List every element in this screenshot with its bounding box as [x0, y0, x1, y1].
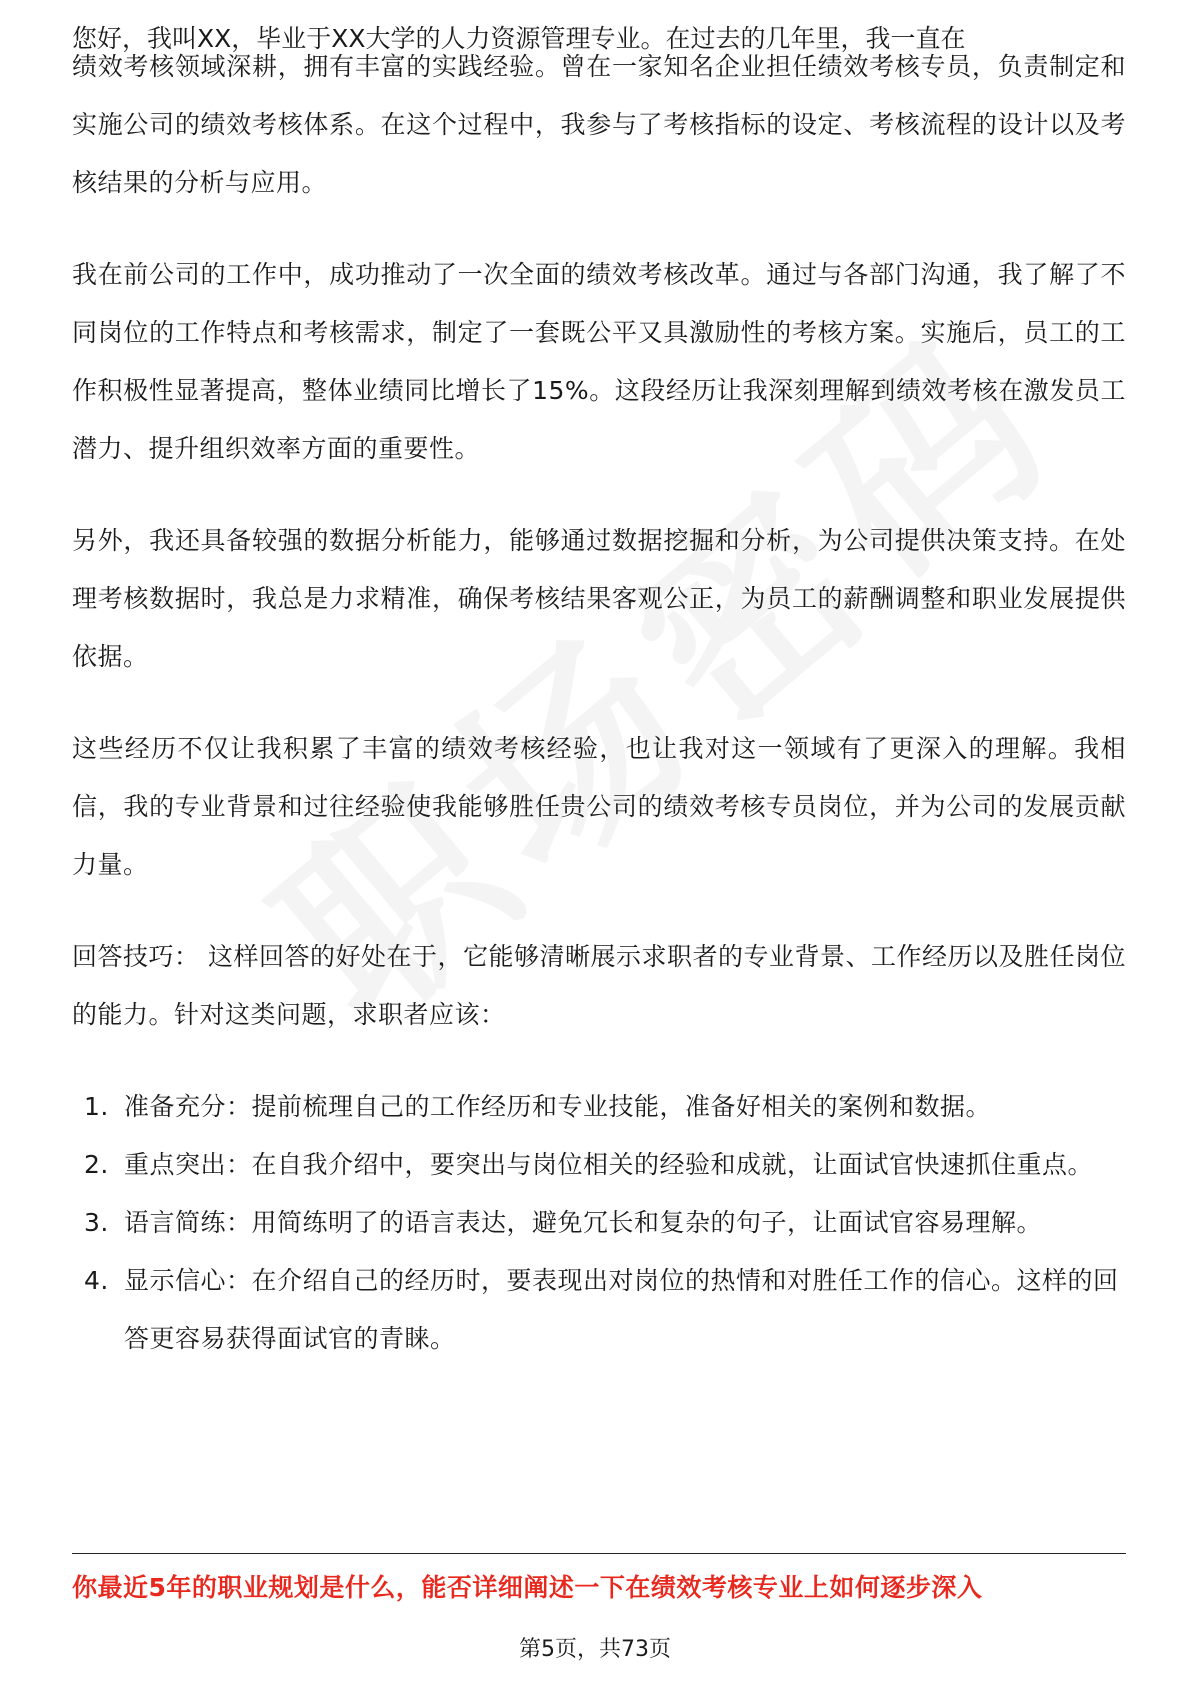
list-item [72, 1194, 1126, 1252]
list-item [72, 1078, 1126, 1136]
tips-list [72, 1078, 1126, 1368]
page-content [72, 24, 1126, 1368]
cut-off-text: 您好，我叫XX，毕业于XX大学的人力资源管理专业。在过去的几年里，我一直在 [72, 24, 966, 53]
list-text: 准备充分：提前梳理自己的工作经历和专业技能，准备好相关的案例和数据。 [124, 1092, 992, 1121]
list-item [72, 1136, 1126, 1194]
next-question-heading: 你最近5年的职业规划是什么，能否详细阐述一下在绩效考核专业上如何逐步深入 [72, 1573, 983, 1602]
section-divider [72, 1553, 1126, 1554]
list-number: 1. [84, 1092, 109, 1121]
list-text: 语言简练：用简练明了的语言表达，避免冗长和复杂的句子，让面试官容易理解。 [124, 1208, 1043, 1237]
paragraph-reform: 我在前公司的工作中，成功推动了一次全面的绩效考核改革。通过与各部门沟通，我了解了不同岗位的工作特点和考核需求，制定了一套既公平又具激励性的考核方案。实施后，员工的工作积极性显著提高，整体业绩同比增长了15%。这段经历让我深刻理解到绩效考核在激发员工潜力、提升组织效率方面的重要性。 [72, 260, 1126, 463]
paragraph-summary: 这些经历不仅让我积累了丰富的绩效考核经验，也让我对这一领域有了更深入的理解。我相信，我的专业背景和过往经验使我能够胜任贵公司的绩效考核专员岗位，并为公司的发展贡献力量。 [72, 734, 1126, 879]
list-number: 3. [84, 1208, 109, 1237]
list-text: 显示信心：在介绍自己的经历时，要表现出对岗位的热情和对胜任工作的信心。这样的回答更容易获得面试官的青睐。 [124, 1266, 1119, 1353]
paragraph-analysis: 另外，我还具备较强的数据分析能力，能够通过数据挖掘和分析，为公司提供决策支持。在处理考核数据时，我总是力求精准，确保考核结果客观公正，为员工的薪酬调整和职业发展提供依据。 [72, 526, 1126, 671]
page-number: 第5页，共73页 [519, 1637, 671, 1662]
list-number: 4. [84, 1266, 109, 1295]
cut-off-top-line [72, 10, 1126, 53]
tips-intro: 回答技巧： 这样回答的好处在于，它能够清晰展示求职者的专业背景、工作经历以及胜任岗位的能力。针对这类问题，求职者应该： [72, 942, 1126, 1029]
list-item [72, 1252, 1126, 1368]
paragraph-experience: 绩效考核领域深耕，拥有丰富的实践经验。曾在一家知名企业担任绩效考核专员，负责制定和实施公司的绩效考核体系。在这个过程中，我参与了考核指标的设定、考核流程的设计以及考核结果的分析与应用。 [72, 52, 1126, 197]
list-text: 重点突出：在自我介绍中，要突出与岗位相关的经验和成就，让面试官快速抓住重点。 [124, 1150, 1094, 1179]
list-number: 2. [84, 1150, 109, 1179]
